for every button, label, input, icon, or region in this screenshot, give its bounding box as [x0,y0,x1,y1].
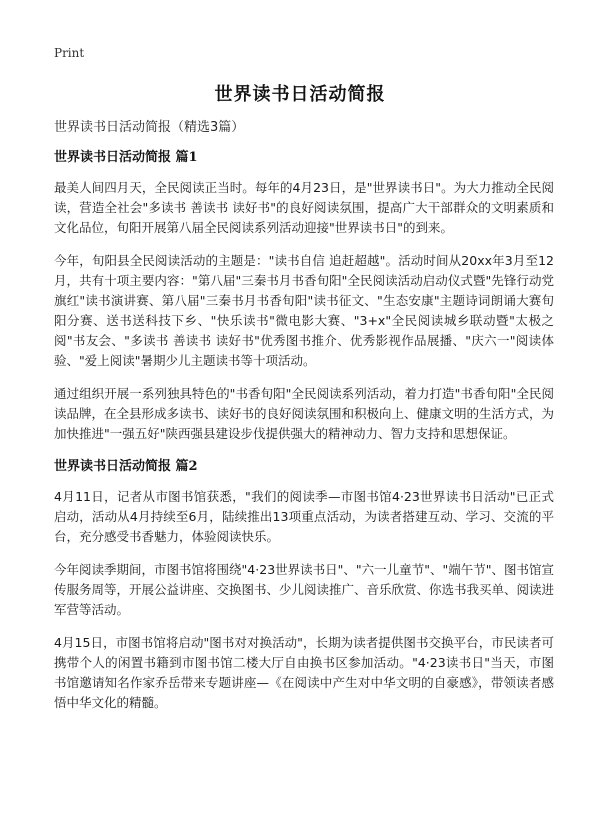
document-body [54,118,554,726]
print-link[interactable]: Print [54,46,85,60]
document-subtitle: 世界读书日活动简报（精选3篇） [54,120,245,135]
section-heading [54,457,554,477]
paragraph: 通过组织开展一系列独具特色的"书香旬阳"全民阅读系列活动，着力打造"书香旬阳"全民阅读品牌，在全县形成多读书、读好书的良好阅读氛围和积极向上、健康文明的生活方式，为加快推进"一强五好"陕西强县建设步伐提供强大的精神动力、智力支持和思想保证。 [54,386,555,441]
section-heading-text: 世界读书日活动简报 篇 [54,150,189,165]
section-heading-number: 1 [188,150,198,165]
paragraph: 4月15日，市图书馆将启动"图书对对换活动"，长期为读者提供图书交换平台，市民读者可携带个人的闲置书籍到市图书馆二楼大厅自由换书区参加活动。"4·23读书日"当天，市图书馆邀请知名作家乔岳带来专题讲座—《在阅读中产生对中华文明的自豪感》，带领读者感悟中华文化的精髓。 [54,635,554,710]
document-title: 世界读书日活动简报 [214,84,386,105]
paragraph: 今年阅读季期间，市图书馆将围绕"4·23世界读书日"、"六一儿童节"、"端午节"、图书馆宣传服务周等，开展公益讲座、交换图书、少儿阅读推广、音乐欣赏、你选书我买单、阅读进军营等活动。 [54,562,555,617]
section-2 [54,457,554,713]
section-1 [54,148,554,444]
paragraph: 4月11日，记者从市图书馆获悉，"我们的阅读季—市图书馆4·23世界读书日活动"已正式启动，活动从4月持续至6月，陆续推出13项重点活动，为读者搭建互动、学习、交流的平台，充分感受书香魅力，体验阅读快乐。 [54,489,554,544]
section-heading-number: 2 [188,459,198,474]
section-heading [54,148,554,168]
paragraph: 今年，旬阳县全民阅读活动的主题是："读书自信 追赶超越"。活动时间从20xx年3月至12月，共有十项主要内容："第八届"三秦书月书香旬阳"全民阅读活动启动仪式暨"先锋行动党旗红"读书演讲赛、第八届"三秦书月书香旬阳"读书征文、"生态安康"主题诗词朗诵大赛旬阳分赛、送书送科技下乡、"快乐读书"微电影大赛、"3+x"全民阅读城乡联动暨"太极之阅"书友会、"多读书 善读书 读好书"优秀图书推介、优秀影视作品展播、"庆六一"阅读体验、"爱上阅读"暑期少儿主题读书等十项活动。 [54,253,554,368]
paragraph: 最美人间四月天，全民阅读正当时。每年的4月23日，是"世界读书日"。为大力推动全民阅读，营造全社会"多读书 善读书 读好书"的良好阅读氛围，提高广大干部群众的文明素质和文化品位，旬阳开展第八届全民阅读系列活动迎接"世界读书日"的到来。 [54,180,554,235]
section-heading-text: 世界读书日活动简报 篇 [54,459,189,474]
